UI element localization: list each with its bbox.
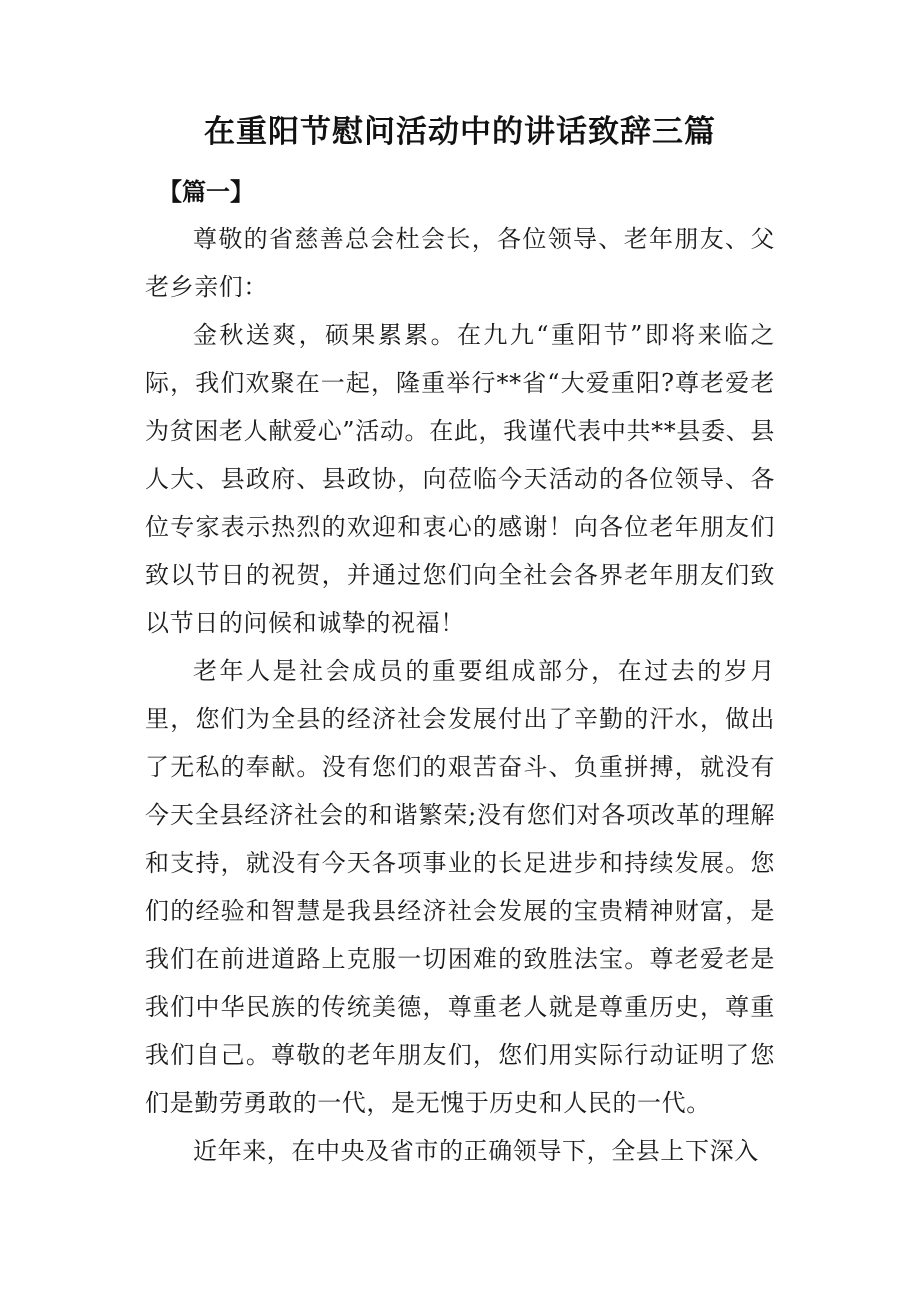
section-label: 【篇一】 <box>158 177 254 206</box>
paragraph-salutation: 尊敬的省慈善总会杜会长，各位领导、老年朋友、父老乡亲们： <box>145 225 775 301</box>
paragraph-recent-years: 近年来，在中央及省市的正确领导下，全县上下深入 <box>193 1137 759 1165</box>
paragraph-welcome: 金秋送爽，硕果累累。在九九“重阳节”即将来临之际，我们欢聚在一起，隆重举行**省“大爱重阳?尊老爱老为贫困老人献爱心”活动。在此，我谨代表中共**县委、县人大、县政府、县政协，向莅临今天活动的各位领导、各位专家表示热烈的欢迎和衷心的感谢！向各位老年朋友们致以节日的祝贺，并通过您们向全社会各界老年朋友们致以节日的问候和诚挚的祝福！ <box>145 321 775 637</box>
paragraph-tribute: 老年人是社会成员的重要组成部分，在过去的岁月里，您们为全县的经济社会发展付出了辛勤的汗水，做出了无私的奉献。没有您们的艰苦奋斗、负重拼搏，就没有今天全县经济社会的和谐繁荣;没有您们对各项改革的理解和支持，就没有今天各项事业的长足进步和持续发展。您们的经验和智慧是我县经济社会发展的宝贵精神财富，是我们在前进道路上克服一切困难的致胜法宝。尊老爱老是我们中华民族的传统美德，尊重老人就是尊重历史，尊重我们自己。尊敬的老年朋友们，您们用实际行动证明了您们是勤劳勇敢的一代，是无愧于历史和人民的一代。 <box>145 657 775 1117</box>
document-body <box>145 215 775 1175</box>
document-title: 在重阳节慰问活动中的讲话致辞三篇 <box>204 114 716 150</box>
